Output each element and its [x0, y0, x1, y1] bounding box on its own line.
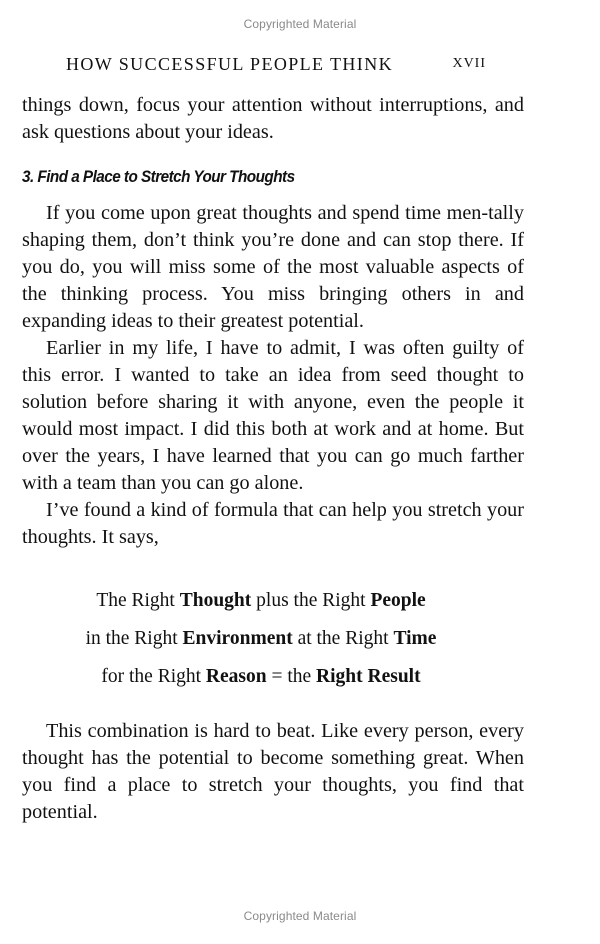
formula-bold-term: People [370, 590, 426, 611]
formula-bold-term: Environment [182, 628, 293, 649]
copyright-watermark-top: Copyrighted Material [243, 17, 357, 31]
running-header [66, 54, 486, 75]
paragraph-stretch-2: Earlier in my life, I have to admit, I was often guilty of this error. I wanted to take an idea from seed thought to solution before sharing it with anyone, even the people it would most impact. I did this both at work and at home. But over the years, I have learned that you can go much farther with a team than you can go alone. [22, 337, 524, 494]
formula-text: at the Right [292, 628, 394, 649]
section-heading: 3. Find a Place to Stretch Your Thoughts [22, 167, 295, 186]
formula-text: The Right [96, 590, 180, 611]
formula-line-1 [0, 590, 522, 612]
formula-text: for the Right [101, 666, 206, 687]
running-header-title: HOW SUCCESSFUL PEOPLE THINK [66, 54, 394, 74]
formula-bold-term: Reason [205, 666, 267, 687]
paragraph-final: This combination is hard to beat. Like every person, every thought has the potential to become something great. When you find a place to stretch your thoughts, you find that potential. [22, 720, 524, 823]
formula-bold-term: Time [393, 628, 437, 649]
page-number: XVII [452, 56, 486, 71]
formula-text: plus the Right [251, 590, 371, 611]
formula-line-3 [0, 666, 522, 688]
formula-line-2 [0, 628, 522, 650]
paragraph-continuation: things down, focus your attention without interruptions, and ask questions about your ideas. [22, 94, 524, 143]
formula-text: = the [266, 666, 317, 687]
copyright-watermark-bottom: Copyrighted Material [243, 909, 357, 923]
formula-bold-term: Right Result [316, 666, 421, 687]
paragraph-stretch-3: I’ve found a kind of formula that can help you stretch your thoughts. It says, [22, 499, 524, 548]
formula-bold-term: Thought [179, 590, 252, 611]
formula-text: in the Right [85, 628, 183, 649]
paragraph-stretch-1: If you come upon great thoughts and spend time men-tally shaping them, don’t think you’re done and can stop there. If you do, you will miss some of the most valuable aspects of the thinking process. You miss bringing others in and expanding ideas to their greatest potential. [22, 202, 524, 332]
